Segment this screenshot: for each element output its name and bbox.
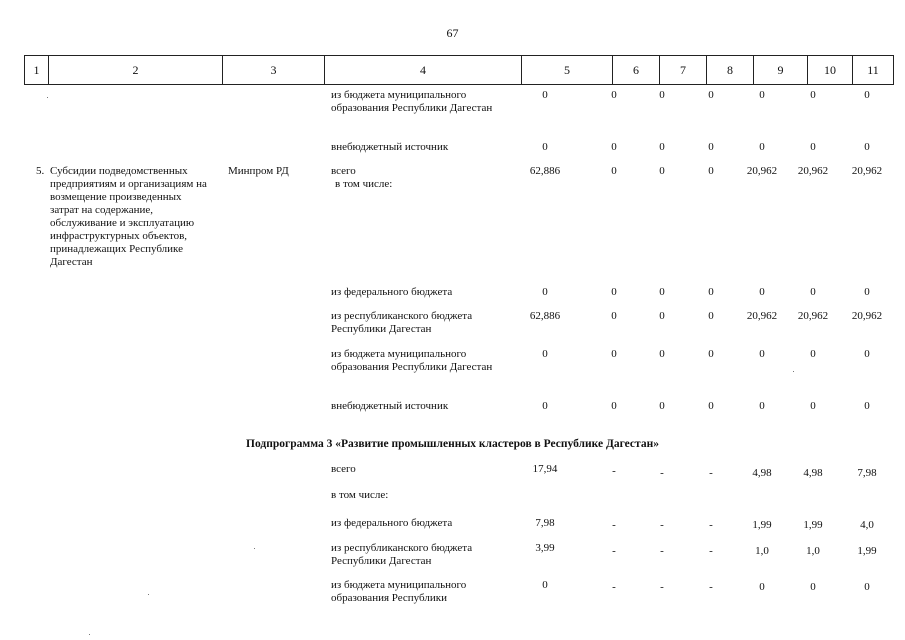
table-cell: 1,99 xyxy=(752,519,772,531)
table-cell: 0 xyxy=(864,286,870,298)
table-cell: 0 xyxy=(759,141,765,153)
source-label: внебюджетный источник xyxy=(331,400,449,412)
table-cell: 0 xyxy=(810,286,816,298)
table-cell: 20,962 xyxy=(746,165,778,177)
table-cell: 0 xyxy=(659,165,665,177)
table-cell: 0 xyxy=(542,141,548,153)
table-header xyxy=(24,55,894,85)
table-cell: 0 xyxy=(759,581,765,593)
table-cell: 20,962 xyxy=(851,165,883,177)
table-cell: - xyxy=(660,545,664,557)
table-cell: 1,99 xyxy=(857,545,877,557)
table-cell: - xyxy=(660,519,664,531)
table-cell: 4,0 xyxy=(860,519,874,531)
table-cell: - xyxy=(612,519,616,531)
header-col-7: 7 xyxy=(659,56,706,84)
table-cell: - xyxy=(660,581,664,593)
source-label: из бюджета муниципального образования Республики xyxy=(331,579,467,604)
table-cell: 0 xyxy=(708,165,714,177)
table-cell: 0 xyxy=(708,141,714,153)
table-cell: - xyxy=(709,581,713,593)
table-cell: 0 xyxy=(864,581,870,593)
header-col-10: 10 xyxy=(807,56,852,84)
incl-label: в том числе: xyxy=(335,178,393,190)
table-cell: - xyxy=(612,581,616,593)
item-number: 5. xyxy=(36,165,45,177)
table-cell: 62,886 xyxy=(529,310,561,322)
table-cell: - xyxy=(660,467,664,479)
subprogram-title: Подпрограмма 3 «Развитие промышленных кластеров в Республике Дагестан» xyxy=(246,438,659,450)
header-col-4: 4 xyxy=(324,56,521,84)
table-cell: 0 xyxy=(759,348,765,360)
header-col-5: 5 xyxy=(521,56,612,84)
table-cell: 20,962 xyxy=(797,165,829,177)
table-cell: - xyxy=(709,467,713,479)
total-label: всего xyxy=(331,165,356,177)
table-cell: 7,98 xyxy=(535,517,555,529)
table-cell: 0 xyxy=(810,348,816,360)
table-cell: 0 xyxy=(708,400,714,412)
table-cell: 0 xyxy=(659,286,665,298)
table-cell: 1,99 xyxy=(803,519,823,531)
table-cell: 3,99 xyxy=(535,542,555,554)
table-cell: 0 xyxy=(659,89,665,101)
header-col-1: 1 xyxy=(24,56,48,84)
table-cell: 20,962 xyxy=(851,310,883,322)
header-col-8: 8 xyxy=(706,56,753,84)
total-label: всего xyxy=(331,463,356,475)
table-cell: 0 xyxy=(708,89,714,101)
table-cell: 4,98 xyxy=(752,467,772,479)
table-cell: 0 xyxy=(611,400,617,412)
source-label: внебюджетный источник xyxy=(331,141,449,153)
page-number: 67 xyxy=(446,26,459,40)
table-cell: 0 xyxy=(542,348,548,360)
table-cell: 0 xyxy=(759,400,765,412)
table-cell: 1,0 xyxy=(755,545,769,557)
table-cell: 20,962 xyxy=(797,310,829,322)
table-cell: 0 xyxy=(542,286,548,298)
table-cell: - xyxy=(612,545,616,557)
table-cell: 0 xyxy=(759,286,765,298)
table-cell: 0 xyxy=(810,141,816,153)
header-col-11: 11 xyxy=(852,56,894,84)
table-cell: 0 xyxy=(810,581,816,593)
header-col-6: 6 xyxy=(612,56,659,84)
table-cell: 0 xyxy=(659,400,665,412)
table-cell: 0 xyxy=(864,400,870,412)
header-col-9: 9 xyxy=(753,56,807,84)
table-cell: 0 xyxy=(864,348,870,360)
table-cell: 0 xyxy=(810,89,816,101)
table-cell: 1,0 xyxy=(806,545,820,557)
scan-speck xyxy=(148,594,149,595)
scan-speck xyxy=(89,634,90,635)
source-label: из федерального бюджета xyxy=(331,286,453,298)
table-cell: 17,94 xyxy=(532,463,558,475)
table-cell: 0 xyxy=(542,89,548,101)
table-cell: 0 xyxy=(611,89,617,101)
table-cell: - xyxy=(612,465,616,477)
table-cell: 0 xyxy=(611,141,617,153)
table-cell: - xyxy=(709,545,713,557)
item-name: Субсидии подведомственных предприятиям и организациям на возмещение произведенных затрат на содержание, обслуживание и эксплуатацию инфраструктурных объектов, принадлежащих Республике Дагестан xyxy=(50,165,207,268)
table-cell: 0 xyxy=(542,579,548,591)
header-col-3: 3 xyxy=(222,56,324,84)
table-cell: 0 xyxy=(611,165,617,177)
scan-speck xyxy=(47,97,48,98)
table-cell: 0 xyxy=(864,141,870,153)
table-cell: - xyxy=(709,519,713,531)
table-cell: 0 xyxy=(542,400,548,412)
table-cell: 0 xyxy=(659,348,665,360)
table-cell: 0 xyxy=(759,89,765,101)
table-cell: 0 xyxy=(611,348,617,360)
source-label: из бюджета муниципального образования Республики Дагестан xyxy=(331,348,493,373)
source-label: из бюджета муниципального образования Республики Дагестан xyxy=(331,89,493,114)
table-cell: 4,98 xyxy=(803,467,823,479)
table-cell: 0 xyxy=(810,400,816,412)
header-col-2: 2 xyxy=(48,56,222,84)
table-cell: 0 xyxy=(611,286,617,298)
source-label: из республиканского бюджета Республики Дагестан xyxy=(331,310,473,335)
table-cell: 0 xyxy=(864,89,870,101)
scan-speck xyxy=(254,548,255,549)
table-cell: 0 xyxy=(659,141,665,153)
table-cell: 0 xyxy=(708,348,714,360)
table-cell: 0 xyxy=(659,310,665,322)
table-cell: 7,98 xyxy=(857,467,877,479)
scan-speck xyxy=(793,371,794,372)
table-cell: 62,886 xyxy=(529,165,561,177)
item-executor: Минпром РД xyxy=(228,165,289,177)
table-cell: 0 xyxy=(708,286,714,298)
table-cell: 20,962 xyxy=(746,310,778,322)
table-cell: 0 xyxy=(611,310,617,322)
source-label: из республиканского бюджета Республики Дагестан xyxy=(331,542,473,567)
source-label: из федерального бюджета xyxy=(331,517,453,529)
table-cell: 0 xyxy=(708,310,714,322)
incl-label: в том числе: xyxy=(331,489,389,501)
